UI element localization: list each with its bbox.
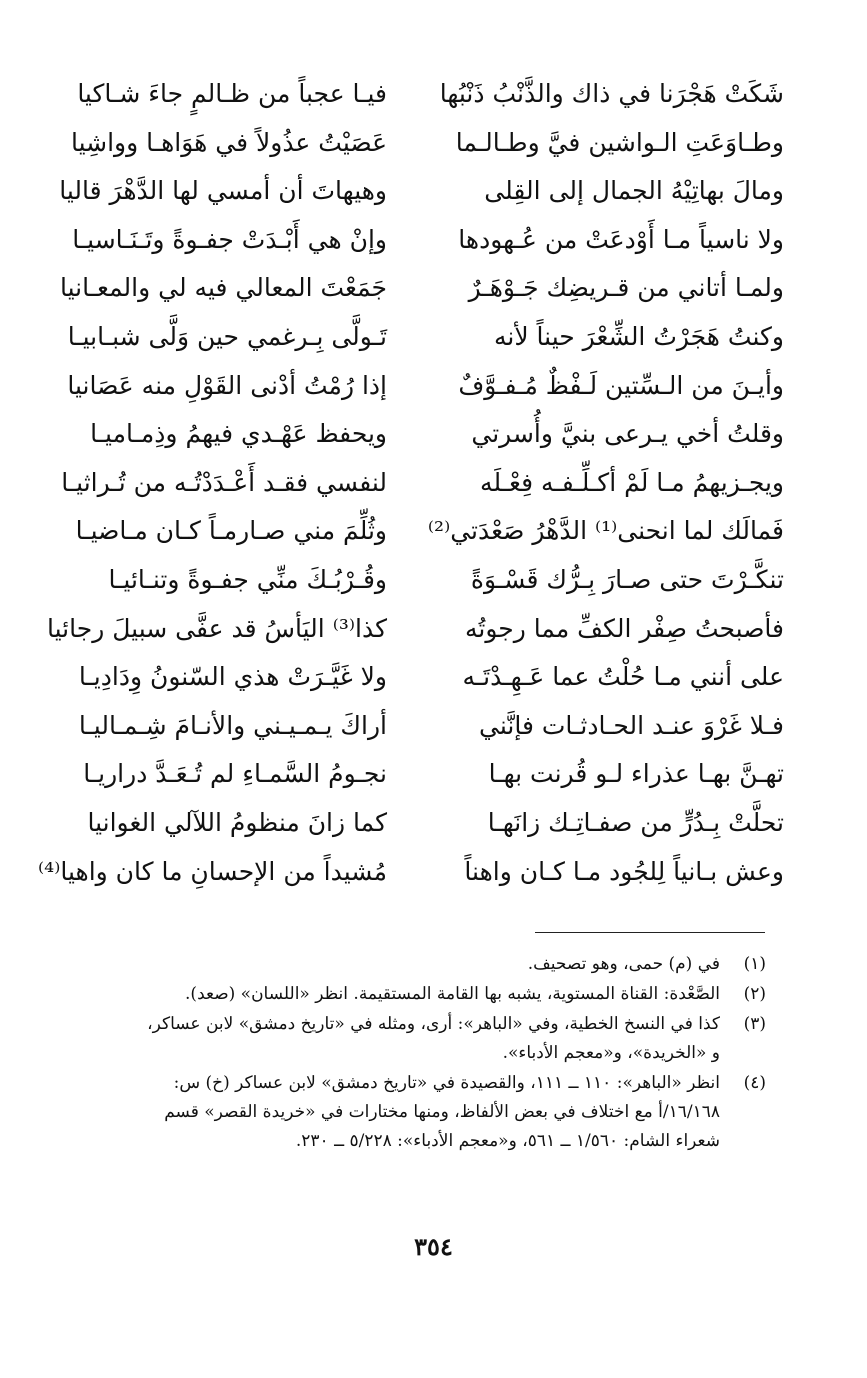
- verse-first-hemistich: فأصبحتُ صِفْر الكفِّ مما رجوتُه: [465, 613, 784, 643]
- verse-first-hemistich: وطـاوَعَتِ الـواشين فيَّ وطـالـما: [455, 127, 784, 157]
- page-number: ٣٥٤: [414, 1232, 453, 1261]
- verse-first-hemistich: شَكَتْ هَجْرَنا في ذاك والذَّنْبُ ذَنْبُها: [439, 79, 784, 108]
- footnote-divider: [535, 932, 765, 933]
- right-hemistich-column: [427, 70, 784, 896]
- footnote-4: [66, 1069, 766, 1156]
- footnote-text: الصَّعْدة: القناة المستوية، يشبه بها القامة المستقيمة. انظر «اللسان» (صعد).: [185, 984, 720, 1004]
- verse-second-hemistich: وإنْ هي أَبْـدَتْ جفـوةً وتَـنَـاسيـا: [72, 224, 387, 254]
- footnote-text: كذا في النسخ الخطية، وفي «الباهر»: أرى، ومثله في «تاريخ دمشق» لابن عساكر،: [147, 1014, 720, 1034]
- verse-second-hemistich: لنفسي فقـد أَعْـدَدْتُـه من تُـراثيـا: [61, 467, 387, 497]
- verse-second-hemistich: مُشيداً من الإحسانِ ما كان واهيا⁽⁴⁾: [38, 856, 387, 886]
- footnote-text: ١٦/١٦٨/أ مع اختلاف في بعض الألفاظ، ومنها مختارات في «خريدة القصر» قسم: [164, 1102, 720, 1122]
- verse-first-hemistich: وأيـنَ من الـسِّتين لَـفْظٌ مُـفـوَّفٌ: [458, 370, 784, 400]
- verse-second-hemistich: كما زانَ منظومُ اللآلي الغوانيا: [87, 807, 387, 837]
- verse-second-hemistich: جَمَعْتَ المعالي فيه لي والمعـانيا: [59, 273, 387, 303]
- footnote-text: انظر «الباهر»: ١١٠ ــ ١١١، والقصيدة في «تاريخ دمشق» لابن عساكر (خ) س:: [173, 1073, 720, 1093]
- verse-second-hemistich: نجـومُ السَّمـاءِ لم تُـعَـدَّ دراريـا: [83, 759, 387, 789]
- footnotes: [66, 950, 766, 1157]
- verse-first-hemistich: على أنني مـا حُلْتُ عما عَـهِـدْتَـه: [462, 662, 784, 692]
- verse-first-hemistich: فَمالَك لما انحنى⁽¹⁾ الدَّهْرُ صَعْدَتي⁽²⁾: [427, 516, 784, 546]
- footnote-2: [66, 980, 766, 1009]
- verse-first-hemistich: وكنتُ هَجَرْتُ الشِّعْرَ حيناً لأنه: [493, 321, 784, 351]
- verse-first-hemistich: ولمـا أتاني من قـريضِك جَـوْهَـرٌ: [468, 273, 784, 303]
- verse-second-hemistich: تَـولَّى بِـرغمي حين وَلَّى شبـابيـا: [67, 321, 387, 351]
- verse-second-hemistich: إذا رُمْتُ أدْنى القَوْلِ منه عَصَانيا: [67, 370, 387, 400]
- footnote-number: (٢): [743, 984, 766, 1004]
- verse-first-hemistich: وقلتُ أخي يـرعى بنيَّ وأُسرتي: [471, 419, 784, 449]
- verse-second-hemistich: ولا غَيَّـرَتْ هذي السّنونُ وِدَادِيـا: [78, 662, 387, 692]
- verse-first-hemistich: ومالَ بهاتِيْهُ الجمال إلى القِلى: [484, 176, 784, 206]
- verse-second-hemistich: فيـا عجباً من ظـالمٍ جاءَ شـاكيا: [77, 79, 387, 108]
- verse-first-hemistich: تهـنَّ بهـا عذراء لـو قُرنت بهـا: [488, 759, 784, 789]
- verse-second-hemistich: عَصَيْتُ عذُولاً في هَوَاهـا وواشِيا: [70, 127, 387, 157]
- verse-first-hemistich: ويجـزيهمُ مـا لَمْ أكـلِّـفـه فِعْـلَه: [480, 467, 784, 497]
- verse-second-hemistich: كذا⁽³⁾ اليَأسُ قد عفَّى سبيلَ رجائيا: [47, 613, 387, 643]
- footnote-text: في (م) حمى، وهو تصحيف.: [527, 954, 720, 974]
- verse-second-hemistich: أراكَ يـمـيـني والأنـامَ شِـمـاليـا: [78, 710, 387, 740]
- verse-first-hemistich: فـلا غَرْوَ عنـد الحـادثـات فإنَّني: [479, 710, 784, 740]
- verse-first-hemistich: تحلَّتْ بِـدُرٍّ من صفـاتِـك زانَهـا: [487, 807, 784, 837]
- poem: [38, 70, 784, 896]
- verse-first-hemistich: وعش بـانياً لِلجُود مـا كـان واهناً: [464, 856, 784, 886]
- verse-first-hemistich: ولا ناسياً مـا أَوْدعَتْ من عُـهودها: [458, 224, 784, 254]
- footnote-3: [66, 1010, 766, 1068]
- footnote-number: (٤): [743, 1073, 766, 1093]
- verse-second-hemistich: وثُلِّمَ مني صـارمـاً كـان مـاضيـا: [75, 516, 387, 546]
- footnote-1: [66, 950, 766, 979]
- verse-second-hemistich: وقُـرْبُـكَ منِّي جفـوةً وتنـائيـا: [108, 564, 387, 594]
- footnote-number: (٣): [743, 1014, 766, 1034]
- verse-second-hemistich: وهيهاتَ أن أمسي لها الدَّهْرَ قاليا: [59, 176, 387, 206]
- left-hemistich-column: [38, 70, 387, 896]
- footnote-text: و «الخريدة»، و«معجم الأدباء».: [502, 1043, 720, 1063]
- verse-second-hemistich: ويحفظ عَهْـدي فيهمُ وذِمـاميـا: [90, 419, 387, 449]
- verse-first-hemistich: تنكَّـرْتَ حتى صـارَ بِـرُّك قَسْـوَةً: [470, 564, 784, 594]
- footnote-text: شعراء الشام: ١/٥٦٠ ــ ٥٦١، و«معجم الأدباء»: ٥/٢٢٨ ــ ٢٣٠.: [295, 1131, 720, 1151]
- footnote-number: (١): [743, 954, 766, 974]
